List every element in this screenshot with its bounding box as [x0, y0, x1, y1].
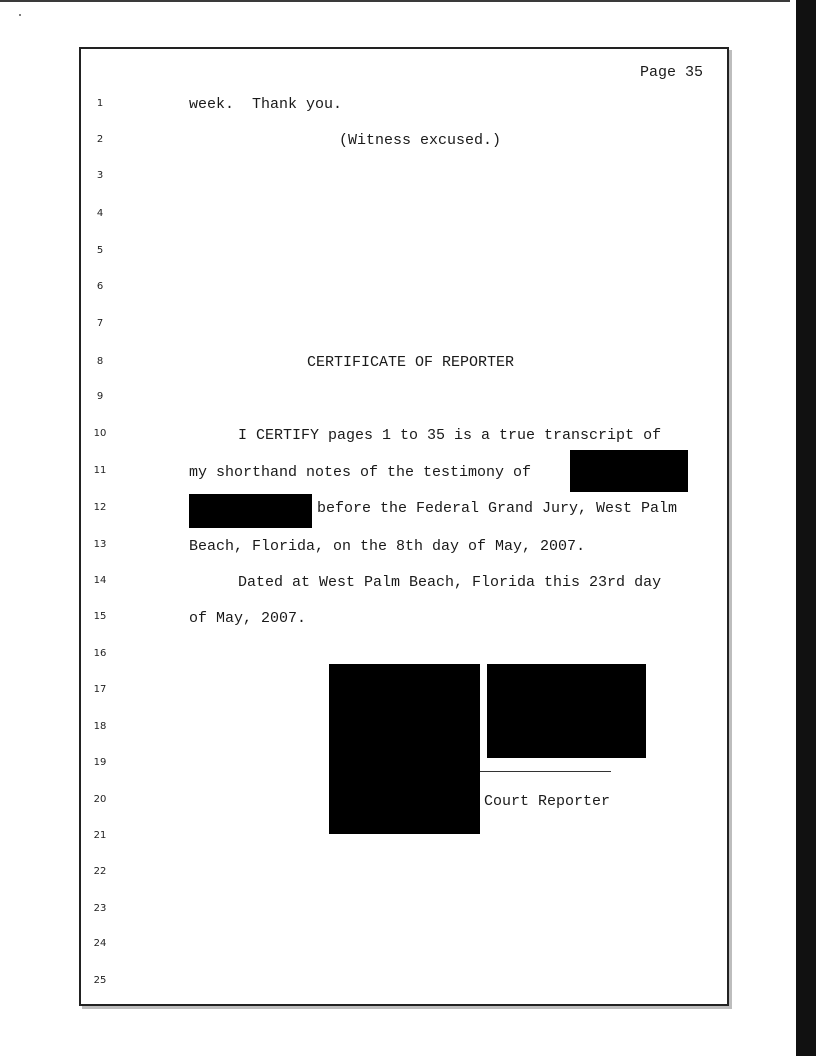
- line-number: 6: [96, 281, 104, 292]
- line-number: 3: [96, 170, 104, 181]
- line-number: 17: [93, 684, 107, 695]
- line-number: 19: [93, 757, 107, 768]
- line-number: 10: [93, 428, 107, 439]
- line-number: 22: [93, 866, 107, 877]
- line-number: 1: [96, 98, 104, 109]
- line-number: 25: [93, 975, 107, 986]
- scan-speck: [19, 14, 21, 16]
- transcript-line-2: (Witness excused.): [339, 132, 502, 149]
- scan-right-edge: [796, 0, 816, 1056]
- scan-top-border: [0, 0, 790, 2]
- line-number: 12: [93, 502, 107, 513]
- line-number: 23: [93, 903, 107, 914]
- line-number: 11: [93, 465, 107, 476]
- signature-line: [480, 771, 611, 772]
- transcript-page-frame: [79, 47, 729, 1006]
- line-number: 16: [93, 648, 107, 659]
- transcript-line-1: week. Thank you.: [189, 96, 343, 113]
- line-number: 7: [96, 318, 104, 329]
- transcript-line-11: my shorthand notes of the testimony of: [189, 464, 532, 481]
- line-number: 9: [96, 391, 104, 402]
- page-number: Page 35: [640, 64, 704, 81]
- redaction-block: [570, 450, 688, 492]
- line-number: 24: [93, 938, 107, 949]
- line-number: 14: [93, 575, 107, 586]
- line-number: 20: [93, 794, 107, 805]
- transcript-line-15: of May, 2007.: [189, 610, 307, 627]
- line-number: 21: [93, 830, 107, 841]
- line-number: 4: [96, 208, 104, 219]
- line-number: 18: [93, 721, 107, 732]
- transcript-line-13: Beach, Florida, on the 8th day of May, 2007.: [189, 538, 586, 555]
- line-number: 15: [93, 611, 107, 622]
- transcript-line-14: Dated at West Palm Beach, Florida this 23rd day: [238, 574, 662, 591]
- redaction-block: [329, 664, 480, 834]
- transcript-line-10: I CERTIFY pages 1 to 35 is a true transcript of: [238, 427, 662, 444]
- line-number: 2: [96, 134, 104, 145]
- redaction-block: [487, 664, 646, 758]
- line-number: 5: [96, 245, 104, 256]
- line-number: 13: [93, 539, 107, 550]
- redaction-block: [189, 494, 312, 528]
- transcript-line-12: before the Federal Grand Jury, West Palm: [317, 500, 678, 517]
- certificate-heading: CERTIFICATE OF REPORTER: [307, 354, 515, 371]
- line-number: 8: [96, 356, 104, 367]
- court-reporter-label: Court Reporter: [484, 793, 611, 810]
